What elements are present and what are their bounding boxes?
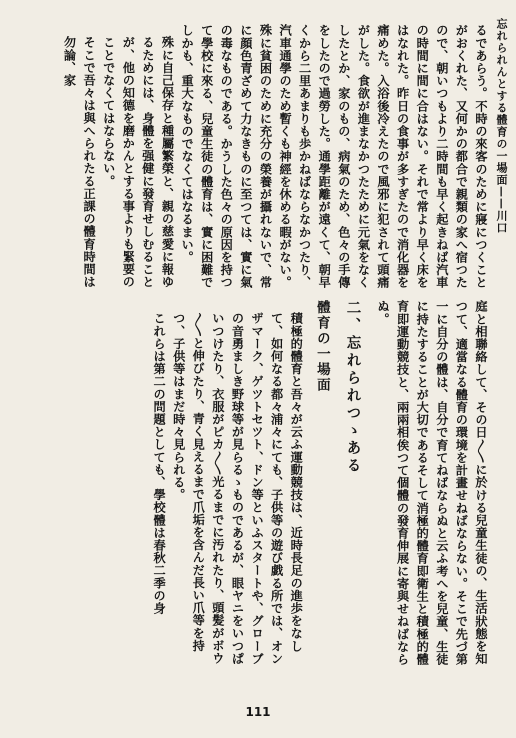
section-heading: 二、忘れられつゝある xyxy=(344,300,362,475)
paragraph: 殊に自己保存と種屬繁榮と、親の慈愛に報ゆるためには、身體を强健に發育せしむることが、他の知德を磨かんとする事よりも緊要のことでなくてはならない。 xyxy=(101,36,175,288)
upper-text-block xyxy=(59,24,490,292)
paragraph: 積極的體育と吾々が云ふ運動競技は、近時長足の進歩をなして、如何なる都々浦々にても、子供等の遊び戯る所では、オンザマーク、ゲツトセツト、ドン等といふスタートや、グローブの音勇ましき野球等が見らるゝものであるが、眼ヤニをいつぱいつけたり、衣服がピカ〳〵光るまでに汚れたり、頭髪がボウ〳〵と伸びたり、青く見えるまで爪垢を含んだ長い爪等を持つ、子供等はまだ時々見られる。 xyxy=(171,312,304,665)
paragraph: 庭と相聯絡して、その日〳〵に於ける兒童生徒の、生活狀態を知つて、適當なる體育の環境を計畫せねばならない。そこで先づ第一に自分の體は、自分で育てねばならぬと云ふ考へを兒童、生徒に持たすることが大切であるそして消極的體育即衛生と積極的體育即運動競技と、兩兩相俟つて個體の發育伸展に寄與せねばならぬ。 xyxy=(376,300,488,666)
paragraph: これらは第二の問題としても、學校體は春秋二季の身 xyxy=(152,312,167,615)
running-header: 忘れられんとする體育の一場面——川口 xyxy=(495,18,508,234)
section-subheading: 體育の一場面 xyxy=(313,300,330,393)
lower-text-block xyxy=(149,300,491,670)
paragraph: そこで吾々は與へられたる正課の體育時間は勿論、家 xyxy=(62,36,97,288)
page-number: 111 xyxy=(245,705,271,719)
paragraph: るであらう。不時の來客のために寢につくことがおくれた、又何かの都合で親類の家へ宿つたので、朝いつもより二時間も早く起きねば汽車の時間に間に合はない。それで常より早く床をはなれた。昨日の食事が多すぎたので消化器を痛めた。入浴後冷えたので風邪に犯されて頭痛がした。食欲が進まなかつたために元氣をなくしたとか、家のもの、病氣のため、色々の手傳をしたので過勞した。通學距離が遠くて、朝早くから二里あまりも歩かねばならなかつたり、汽車通學のため暫くも神經を休める暇がない。殊に貧困のために充分の榮養が攝れないで、常に顔色青ざめて力なきものに至つては、實に氣の毒なものである。かうした色々の原因を持つて學校に來る、兒童生徒の體育は、實に困難でしかも、重大なものでなくてはなるまい。 xyxy=(180,24,488,289)
